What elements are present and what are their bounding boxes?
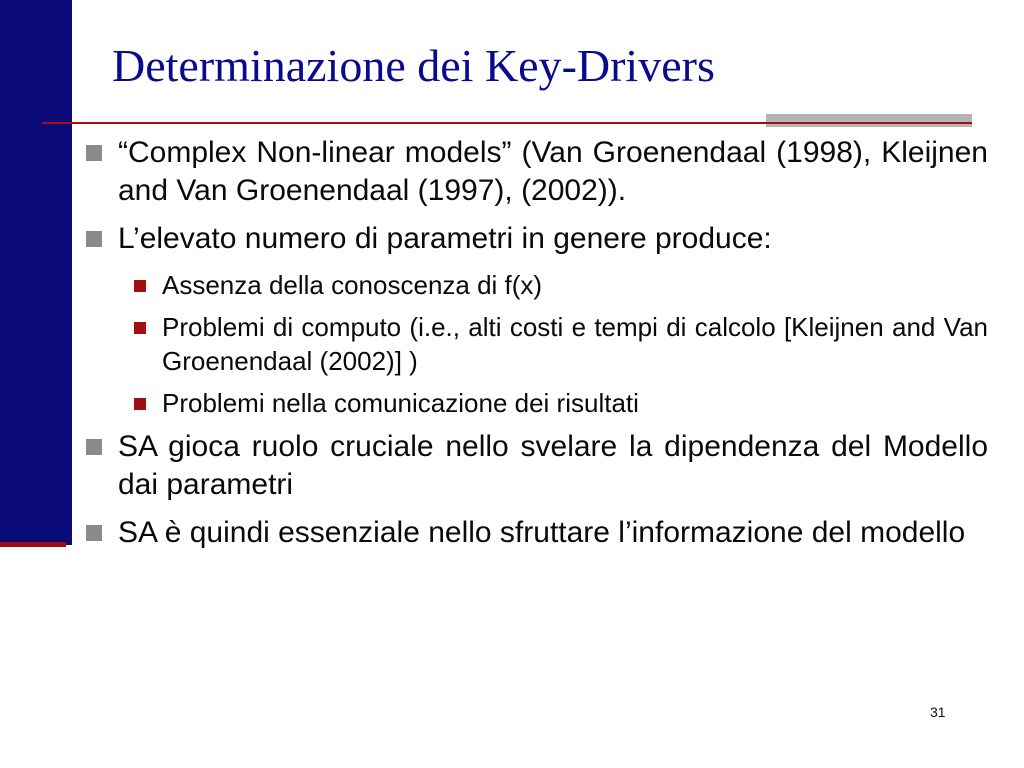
- title-rule-accent: [766, 114, 972, 127]
- sub-bullet-text: Assenza della conoscenza di f(x): [162, 270, 543, 300]
- square-bullet-icon: [134, 280, 146, 292]
- square-bullet-icon: [134, 398, 146, 410]
- bullet-text: “Complex Non-linear models” (Van Groenendaal (1998), Kleijnen and Van Groenendaal (1997), (2002)).: [118, 136, 988, 207]
- bullet-text: L’elevato numero di parametri in genere produce:: [118, 222, 772, 255]
- sidebar-accent-line: [0, 542, 66, 547]
- sidebar-decoration: [0, 0, 72, 545]
- bullet-item: [82, 220, 988, 258]
- page-number: 31: [930, 704, 946, 720]
- sub-bullet-item: [128, 310, 988, 378]
- square-bullet-icon: [86, 525, 102, 541]
- square-bullet-icon: [86, 231, 102, 247]
- slide-title: Determinazione dei Key-Drivers: [112, 40, 715, 91]
- square-bullet-icon: [86, 145, 102, 161]
- square-bullet-icon: [86, 439, 102, 455]
- bullet-list: [82, 134, 988, 562]
- sub-bullet-text: Problemi di computo (i.e., alti costi e tempi di calcolo [Kleijnen and Van Groenendaal (2002)] ): [162, 312, 988, 376]
- square-bullet-icon: [134, 322, 146, 334]
- bullet-item: [82, 428, 988, 504]
- bullet-text: SA gioca ruolo cruciale nello svelare la dipendenza del Modello dai parametri: [118, 430, 988, 501]
- sub-bullet-text: Problemi nella comunicazione dei risultati: [162, 388, 639, 418]
- bullet-text: SA è quindi essenziale nello sfruttare l’informazione del modello: [118, 516, 966, 549]
- bullet-item: [82, 134, 988, 210]
- title-rule: [42, 122, 972, 124]
- sub-bullet-item: [128, 386, 988, 420]
- sub-bullet-item: [128, 268, 988, 302]
- bullet-item: [82, 514, 988, 552]
